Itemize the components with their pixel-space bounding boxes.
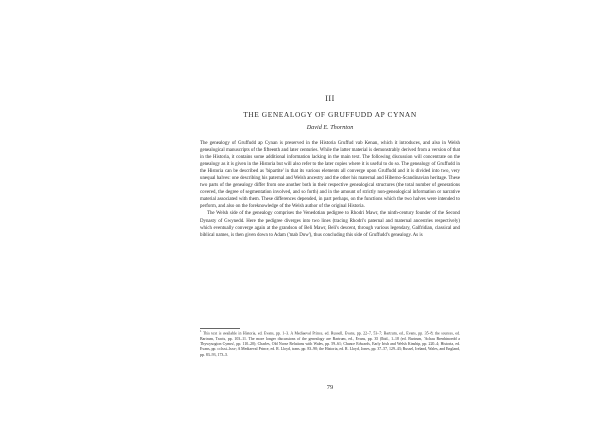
paragraph-2: The Welsh side of the genealogy comprises the Venedotian pedigree to Rhodri Mawr, the ninth-century founder of the Second Dynasty of Gwynedd. Here the pedigree diverges into two lines (tracing Rhodri's paternal and maternal ancestries respectively) which eventually converge again at the grandson of Beli Mawr, Beli's descent, through various legendary, Galfridian, classical and biblical names, is then given down to Adam ('mab Duw'), thus concluding this side of Gruffudd's genealogy. As is: [200, 211, 460, 238]
book-page: [200, 0, 460, 423]
chapter-title: THE GENEALOGY OF GRUFFUDD AP CYNAN: [243, 110, 417, 119]
page-number: 79: [326, 384, 334, 391]
footnote-divider: [200, 328, 240, 329]
footnote: [200, 331, 460, 358]
footnote-marker: 1: [200, 329, 202, 333]
paragraph-1: The genealogy of Gruffudd ap Cynan is preserved in the Historia Gruffud vab Kenan, which it introduces, and also in Welsh genealogical manuscripts of the fifteenth and later centuries. While the latter material is demonstrably derived from a version of that in the Historia, it contains some additional information lacking in the main text. The following discussion will concentrate on the genealogy as it is given in the Historia but will also refer to the later copies where it is useful to do so. The genealogy of Gruffudd in the Historia can be described as 'bipartite' in that its various elements all converge upon Gruffudd and it is divided into two, very unequal halves: one describing his paternal and Welsh ancestry and the other his maternal and Hiberno-Scandinavian heritage. These two parts of the genealogy differ from one another both in their respective genealogical structures (the total number of generations covered, the degree of segmentation involved, and so forth) and in the amount of strictly non-genealogical information or narrative material associated with them. These differences depended, in part perhaps, on the functions which the two halves were intended to perform, and also on the foreknowledge of the Welsh author of the original Historia.: [200, 141, 460, 210]
footnote-text: This text is available in Historia, ed. Evans, pp. 1–3. A Mediaeval Prince, ed. Russell, Evans, pp. 22–7, 53–7; Bartrum, ed., Evans, pp. 35–8; the sources, ed. Bartrum, Tracts, pp. 103–11. The more longer discussions of the genealogy are Bartrum, ed., Evans, pp. 35 (Ibid., 1–18 (ed. Bartrum, 'Achau Brenhinoedd a Thywysogion Cymru', pp. 110–20); Charles, Old Norse Relations with Wales, pp. 59–61; Chance Edwards, Early Irish and Welsh Kinship, pp. 220–4; Historia, ed. Evans, pp. cclxxi–lxxv; A Mediaeval Prince, ed. R. Lloyd, trans. pp. 83–90; the Historia, ed. R. Lloyd, Jones, pp. 37–57, 129–43; Russel, Ireland, Wales, and England, pp. 83–93, 173–5.: [200, 331, 460, 357]
body-text: [200, 140, 460, 239]
chapter-number: III: [325, 94, 335, 103]
chapter-author: David E. Thornton: [306, 124, 354, 131]
